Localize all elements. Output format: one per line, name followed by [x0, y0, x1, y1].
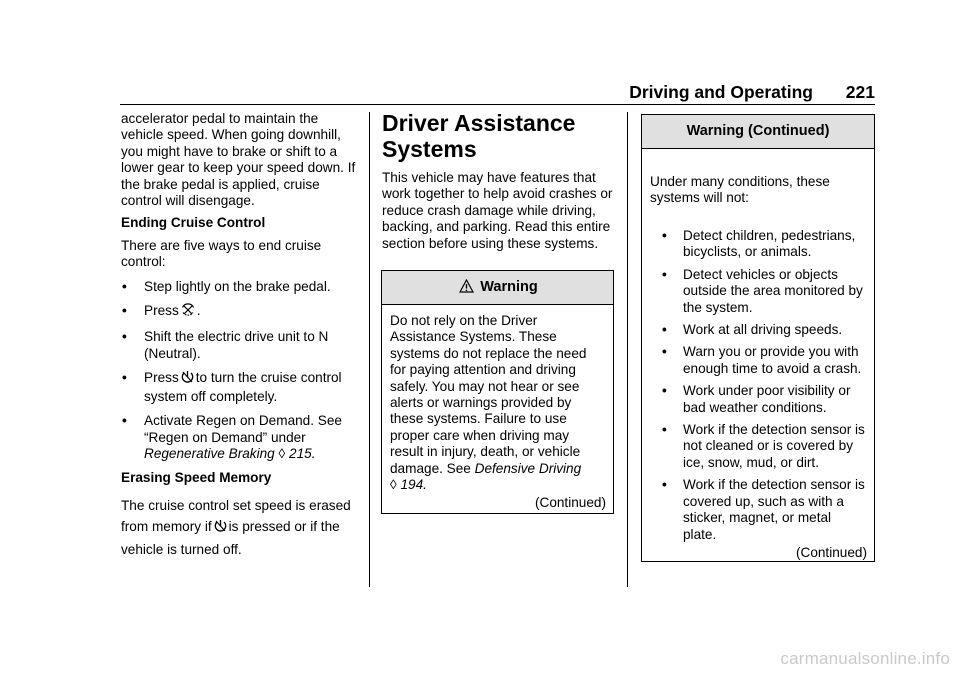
erasing-speed-heading: Erasing Speed Memory — [121, 470, 272, 486]
list-item: • Work if the detection sensor is covered up, such as with a sticker, magnet, or metal plate. — [662, 477, 865, 542]
page-reference: 215. — [289, 445, 316, 461]
warning-box — [381, 270, 614, 514]
warning-continued-title: Warning (Continued) — [642, 115, 874, 149]
warning-continued-body — [642, 149, 874, 567]
warning-title-bar — [382, 271, 613, 305]
continued-label: (Continued) — [534, 495, 606, 511]
page-ref-icon: ◊ — [390, 477, 397, 493]
list-item: • Press to turn the cruise control system off completely. — [122, 370, 342, 404]
list-item: • Detect vehicles or objects outside the area monitored by the system. — [662, 266, 863, 315]
bullet: • — [122, 278, 127, 294]
column-divider — [369, 112, 370, 587]
cross-reference: Regenerative Braking — [144, 445, 275, 461]
page-number: 221 — [845, 82, 875, 102]
list-item: • Press . — [121, 303, 359, 321]
ending-cruise-heading: Ending Cruise Control — [121, 215, 266, 231]
list-item: • Step lightly on the brake pedal. — [122, 278, 331, 294]
cruise-cancel-icon — [181, 303, 195, 321]
bullet: • — [122, 303, 127, 319]
warning-triangle-icon — [459, 273, 474, 306]
list-item: • Work if the detection sensor is not cleaned or is covered by ice, snow, mud, or dirt. — [662, 422, 865, 470]
list-item: • Shift the electric drive unit to N (Neutral). — [122, 329, 329, 361]
warning-intro: Under many conditions, these systems will not: — [650, 173, 830, 205]
warning-continued-box — [641, 114, 875, 562]
cross-reference: Defensive Driving — [474, 460, 582, 476]
cruise-on-off-icon — [181, 370, 194, 388]
ending-intro: There are five ways to end cruise control: — [121, 237, 322, 270]
bullet: • — [122, 329, 127, 345]
list-item: • Detect children, pedestrians, bicyclists, or animals. — [662, 228, 856, 260]
warning-body: Do not rely on the Driver Assistance Systems. These systems do not replace the need for paying attention and driving safely. You may not hear or see alerts or warnings provided by these systems. Failure to use proper care when driving may result in injury, death, or vehicle damage. See Defensive Driving ◊ 194. (Continued) — [390, 313, 606, 511]
column-2 — [382, 110, 614, 252]
section-intro: This vehicle may have features that work together to help avoid crashes or reduce crash damage while driving, backing, and parking. Read this entire section before using these systems. — [382, 170, 613, 251]
column-divider — [627, 112, 628, 587]
section-heading: Driver Assistance Systems — [382, 110, 576, 162]
list-item: • Activate Regen on Demand. See “Regen on Demand” under Regenerative Braking ◊ 215. — [122, 413, 342, 461]
section-title: Driving and Operating — [629, 82, 813, 102]
bullet: • — [122, 370, 127, 386]
cruise-on-off-icon — [214, 518, 227, 539]
list-item: • Warn you or provide you with enough time to avoid a crash. — [662, 344, 862, 376]
list-item: • Work at all driving speeds. — [662, 322, 843, 338]
column-1 — [121, 111, 359, 560]
continued-label: (Continued) — [795, 544, 867, 560]
page-header — [120, 80, 875, 105]
warning-title: Warning — [480, 279, 538, 295]
watermark: carmanualsonline.info — [780, 649, 950, 668]
page-reference: 194. — [400, 477, 427, 493]
intro-paragraph: accelerator pedal to maintain the vehicle speed. When going downhill, you might have to brake or shift to a lower gear to keep your speed down. If the brake pedal is applied, cruise control will disengage. — [121, 111, 356, 209]
bullet: • — [122, 413, 127, 429]
erasing-paragraph: The cruise control set speed is erased from memory if is pressed or if the vehicle is turned off. — [121, 497, 351, 557]
page-ref-icon: ◊ — [278, 445, 286, 461]
list-item: • Work under poor visibility or bad weather conditions. — [662, 383, 851, 415]
